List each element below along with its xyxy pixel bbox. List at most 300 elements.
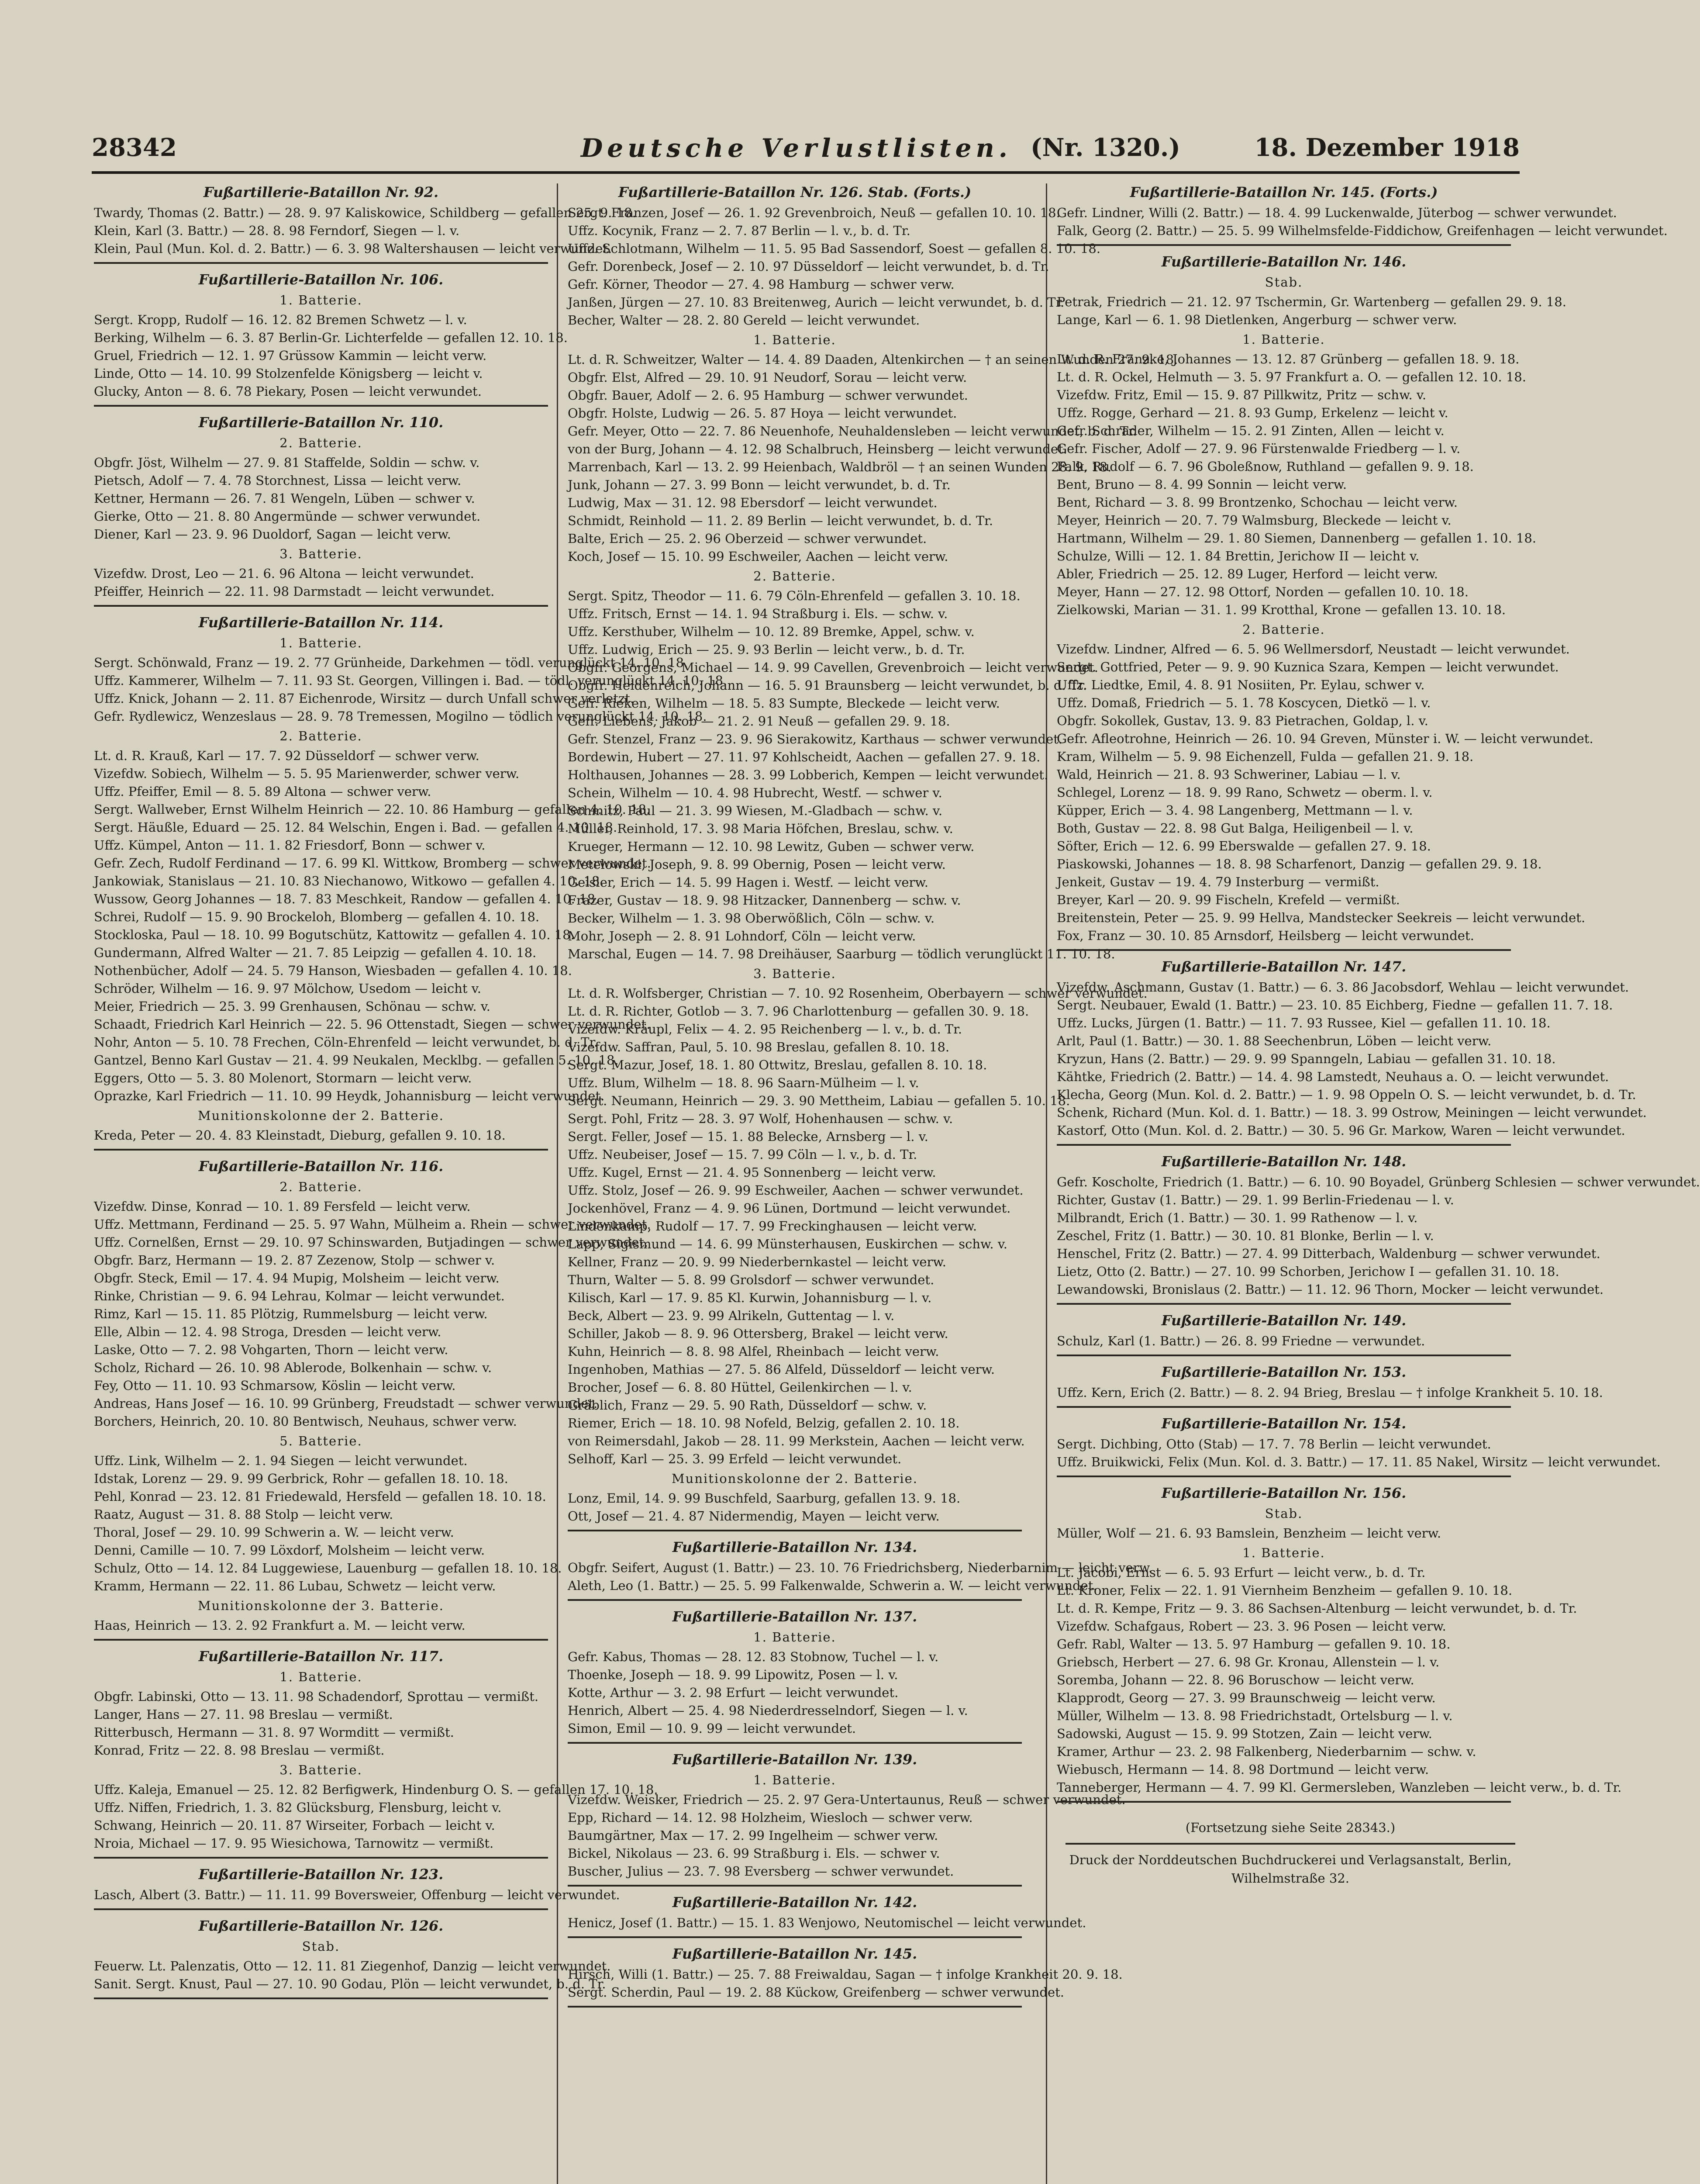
casualty-entry: Schmidt, Reinhold — 11. 2. 89 Berlin — leicht verwundet, b. d. Tr. <box>568 513 993 528</box>
casualty-entry: Uffz. Lucks, Jürgen (1. Battr.) — 11. 7. 93 Russee, Kiel — gefallen 11. 10. 18. <box>1057 1016 1551 1030</box>
casualty-entry: Wussow, Georg Johannes — 18. 7. 83 Meschkeit, Randow — gefallen 4. 10. 18. <box>94 892 600 906</box>
casualty-entry: Obgfr. Heidenreich, Johann — 16. 5. 91 Braunsberg — leicht verwundet, b. d. Tr. <box>568 678 1087 693</box>
casualty-entry: Uffz. Kammerer, Wilhelm — 7. 11. 93 St. Georgen, Villingen i. Bad. — tödl. verunglückt 14. 10. 18. <box>94 673 728 688</box>
casualty-entry: Thurn, Walter — 5. 8. 99 Grolsdorf — schwer verwundet. <box>568 1272 934 1287</box>
casualty-entry: Lasch, Albert (3. Battr.) — 11. 11. 99 Boversweier, Offenburg — leicht verwundet. <box>94 1887 620 1902</box>
casualty-entry: Kryzun, Hans (2. Battr.) — 29. 9. 99 Spanngeln, Labiau — gefallen 31. 10. 18. <box>1057 1051 1556 1066</box>
casualty-entry: Lewandowski, Bronislaus (2. Battr.) — 11. 12. 96 Thorn, Mocker — leicht verwundet. <box>1057 1282 1604 1297</box>
casualty-entry: Sergt. Häußle, Eduard — 25. 12. 84 Welschin, Engen i. Bad. — gefallen 4. 10. 18. <box>94 820 617 835</box>
casualty-entry: Uffz. Kümpel, Anton — 11. 1. 82 Friesdorf, Bonn — schwer v. <box>94 838 486 853</box>
unit-title: Fußartillerie-Bataillon Nr. 142. <box>672 1894 917 1911</box>
page-footer <box>1066 1818 1515 1887</box>
casualty-entry: Uffz. Neubeiser, Josef — 15. 7. 99 Cöln — l. v., b. d. Tr. <box>568 1147 917 1162</box>
section-rule <box>568 1530 1022 1531</box>
section-rule <box>1057 1801 1511 1803</box>
section-rule <box>1057 1303 1511 1305</box>
casualty-entry: Epp, Richard — 14. 12. 98 Holzheim, Wiesloch — schwer verw. <box>568 1810 973 1825</box>
casualty-entry: Kuhn, Heinrich — 8. 8. 98 Alfel, Rheinbach — leicht verw. <box>568 1344 939 1359</box>
casualty-entry: Henrich, Albert — 25. 4. 98 Niederdresselndorf, Siegen — l. v. <box>568 1703 968 1718</box>
casualty-entry: Schwang, Heinrich — 20. 11. 87 Wirseiter, Forbach — leicht v. <box>94 1818 495 1833</box>
casualty-entry: Nohr, Anton — 5. 10. 78 Frechen, Cöln-Ehrenfeld — leicht verwundet, b. d. Tr. <box>94 1035 598 1050</box>
casualty-entry: Uffz. Schlotmann, Wilhelm — 11. 5. 95 Bad Sassendorf, Soest — gefallen 8. 10. 18. <box>568 241 1101 256</box>
casualty-entry: von Reimersdahl, Jakob — 28. 11. 99 Merkstein, Aachen — leicht verw. <box>568 1434 1025 1448</box>
casualty-entry: Mohr, Joseph — 2. 8. 91 Lohndorf, Cöln — leicht verw. <box>568 929 916 943</box>
casualty-entry: Fey, Otto — 11. 10. 93 Schmarsow, Köslin — leicht verw. <box>94 1378 456 1393</box>
casualty-entry: Klecha, Georg (Mun. Kol. d. 2. Battr.) — 1. 9. 98 Oppeln O. S. — leicht verwundet, b. d. Tr. <box>1057 1087 1636 1102</box>
casualty-entry: Uffz. Mettmann, Ferdinand — 25. 5. 97 Wahn, Mülheim a. Rhein — schwer verwundet. <box>94 1217 651 1232</box>
battery-heading: 2. Batterie. <box>279 729 362 743</box>
casualty-entry: Idstak, Lorenz — 29. 9. 99 Gerbrick, Rohr — gefallen 18. 10. 18. <box>94 1471 508 1486</box>
casualty-entry: Stockloska, Paul — 18. 10. 99 Bogutschütz, Kattowitz — gefallen 4. 10. 18. <box>94 927 575 942</box>
casualty-entry: Nroia, Michael — 17. 9. 95 Wiesichowa, Tarnowitz — vermißt. <box>94 1836 494 1851</box>
page-header <box>92 133 1520 168</box>
unit-title: Fußartillerie-Bataillon Nr. 126. <box>198 1918 444 1934</box>
casualty-entry: Rimz, Karl — 15. 11. 85 Plötzig, Rummelsburg — leicht verw. <box>94 1306 488 1321</box>
casualty-entry: Lapp, Sigismund — 14. 6. 99 Münsterhausen, Euskirchen — schw. v. <box>568 1237 1007 1251</box>
casualty-entry: Gierke, Otto — 21. 8. 80 Angermünde — schwer verwundet. <box>94 509 481 524</box>
casualty-entry: Gefr. Meyer, Otto — 22. 7. 86 Neuenhofe, Neuhaldensleben — leicht verwundet, b. d. Tr. <box>568 424 1137 439</box>
unit-title: Fußartillerie-Bataillon Nr. 123. <box>198 1866 444 1883</box>
casualty-entry: Kramer, Arthur — 23. 2. 98 Falkenberg, Niederbarnim — schw. v. <box>1057 1744 1476 1759</box>
casualty-entry: Schlegel, Lorenz — 18. 9. 99 Rano, Schwetz — oberm. l. v. <box>1057 785 1433 800</box>
casualty-entry: von der Burg, Johann — 4. 12. 98 Schalbruch, Heinsberg — leicht verwundet. <box>568 442 1067 456</box>
unit-title: Fußartillerie-Bataillon Nr. 134. <box>672 1539 917 1555</box>
casualty-entry: Obgfr. Bauer, Adolf — 2. 6. 95 Hamburg — schwer verwundet. <box>568 388 968 403</box>
casualty-entry: Uffz. Kern, Erich (2. Battr.) — 8. 2. 94 Brieg, Breslau — † infolge Krankheit 5. 10. 18. <box>1057 1385 1603 1400</box>
casualty-entry: Lt. Jacobi, Ernst — 6. 5. 93 Erfurt — leicht verw., b. d. Tr. <box>1057 1565 1426 1580</box>
casualty-entry: Sergt. Franzen, Josef — 26. 1. 92 Grevenbroich, Neuß — gefallen 10. 10. 18. <box>568 205 1060 220</box>
unit-title: Fußartillerie-Bataillon Nr. 137. <box>672 1608 917 1625</box>
casualty-entry: Langer, Hans — 27. 11. 98 Breslau — vermißt. <box>94 1707 393 1722</box>
casualty-entry: Sergt. Pohl, Fritz — 28. 3. 97 Wolf, Hohenhausen — schw. v. <box>568 1111 953 1126</box>
casualty-entry: Geisler, Erich — 14. 5. 99 Hagen i. Westf. — leicht verw. <box>568 875 928 890</box>
casualty-entry: Uffz. Ludwig, Erich — 25. 9. 93 Berlin — leicht verw., b. d. Tr. <box>568 642 965 657</box>
casualty-entry: Sergt. Feller, Josef — 15. 1. 88 Belecke, Arnsberg — l. v. <box>568 1129 928 1144</box>
casualty-entry: Gefr. Koscholte, Friedrich (1. Battr.) — 6. 10. 90 Boyadel, Grünberg Schlesien — schwer verwundet. <box>1057 1175 1700 1189</box>
casualty-entry: Glucky, Anton — 8. 6. 78 Piekary, Posen — leicht verwundet. <box>94 384 482 399</box>
unit-section <box>1057 1363 1603 1408</box>
casualty-entry: Diener, Karl — 23. 9. 96 Duoldorf, Sagan — leicht verw. <box>94 527 451 542</box>
casualty-entry: Falk, Rudolf — 6. 7. 96 Gboleßnow, Ruthland — gefallen 9. 9. 18. <box>1057 459 1474 474</box>
unit-title: Fußartillerie-Bataillon Nr. 154. <box>1161 1415 1407 1432</box>
casualty-entry: Abler, Friedrich — 25. 12. 89 Luger, Herford — leicht verw. <box>1057 567 1438 581</box>
unit-title: Fußartillerie-Bataillon Nr. 110. <box>198 414 444 431</box>
unit-section <box>1057 253 1593 951</box>
unit-title: Fußartillerie-Bataillon Nr. 145. (Forts.) <box>1130 184 1438 200</box>
column-divider <box>1046 183 1047 2184</box>
battery-heading: 2. Batterie. <box>1242 622 1325 637</box>
unit-section <box>568 1608 1022 1744</box>
casualty-entry: Aleth, Leo (1. Battr.) — 25. 5. 99 Falkenwalde, Schwerin a. W. — leicht verwundet. <box>568 1578 1097 1593</box>
casualty-entry: Denni, Camille — 10. 7. 99 Löxdorf, Molsheim — leicht verw. <box>94 1543 485 1558</box>
casualty-entry: Jenkeit, Gustav — 19. 4. 79 Insterburg — vermißt. <box>1057 874 1379 889</box>
section-rule <box>94 405 548 407</box>
unit-section <box>1057 1484 1622 1803</box>
casualty-entry: Obgfr. Labinski, Otto — 13. 11. 98 Schadendorf, Sprottau — vermißt. <box>94 1689 539 1704</box>
casualty-entry: Kramm, Hermann — 22. 11. 86 Lubau, Schwetz — leicht verw. <box>94 1579 496 1593</box>
casualty-entry: Schaadt, Friedrich Karl Heinrich — 22. 5. 96 Ottenstadt, Siegen — schwer verwundet. <box>94 1017 651 1032</box>
casualty-entry: Obgfr. Sokollek, Gustav, 13. 9. 83 Pietrachen, Goldap, l. v. <box>1057 713 1428 728</box>
section-rule <box>94 1997 548 1999</box>
casualty-entry: Thoral, Josef — 29. 10. 99 Schwerin a. W. — leicht verw. <box>94 1525 454 1540</box>
unit-title: Fußartillerie-Bataillon Nr. 149. <box>1161 1312 1407 1329</box>
casualty-entry: Kähtke, Friedrich (2. Battr.) — 14. 4. 98 Lamstedt, Neuhaus a. O. — leicht verwundet. <box>1057 1069 1609 1084</box>
casualty-entry: Gefr. Kabus, Thomas — 28. 12. 83 Stobnow, Tuchel — l. v. <box>568 1649 939 1664</box>
casualty-entry: Meier, Friedrich — 25. 3. 99 Grenhausen, Schönau — schw. v. <box>94 999 491 1014</box>
casualty-entry: Schiller, Jakob — 8. 9. 96 Ottersberg, Brakel — leicht verw. <box>568 1326 948 1341</box>
casualty-entry: Becher, Walter — 28. 2. 80 Gereld — leicht verwundet. <box>568 313 920 328</box>
casualty-entry: Müller, Wilhelm — 13. 8. 98 Friedrichstadt, Ortelsburg — l. v. <box>1057 1708 1453 1723</box>
casualty-entry: Junk, Johann — 27. 3. 99 Bonn — leicht verwundet, b. d. Tr. <box>568 477 951 492</box>
column-divider <box>557 183 558 2184</box>
unit-section <box>568 183 1178 1531</box>
casualty-entry: Lt. d. R. Krauß, Karl — 17. 7. 92 Düsseldorf — schwer verw. <box>94 748 479 763</box>
section-rule <box>1057 1144 1511 1146</box>
column-2 <box>568 183 1178 2015</box>
casualty-entry: Vizefdw. Aschmann, Gustav (1. Battr.) — 6. 3. 86 Jacobsdorf, Wehlau — leicht verwundet. <box>1057 980 1629 995</box>
casualty-entry: Borchers, Heinrich, 20. 10. 80 Bentwisch, Neuhaus, schwer verw. <box>94 1414 517 1429</box>
casualty-entry: Kreda, Peter — 20. 4. 83 Kleinstadt, Dieburg, gefallen 9. 10. 18. <box>94 1128 506 1143</box>
section-rule <box>94 1908 548 1910</box>
casualty-entry: Arlt, Paul (1. Battr.) — 30. 1. 88 Seechenbrun, Löben — leicht verw. <box>1057 1033 1492 1048</box>
casualty-entry: Becker, Wilhelm — 1. 3. 98 Oberwößlich, Cöln — schw. v. <box>568 911 935 926</box>
casualty-entry: Henicz, Josef (1. Battr.) — 15. 1. 83 Wenjowo, Neutomischel — leicht verwundet. <box>568 1915 1086 1930</box>
casualty-entry: Gefr. Zech, Rudolf Ferdinand — 17. 6. 99 Kl. Wittkow, Bromberg — schwer verwundet. <box>94 856 651 871</box>
footer-rule <box>1066 1843 1515 1845</box>
casualty-entry: Lt. Kroner, Felix — 22. 1. 91 Viernheim Benzheim — gefallen 9. 10. 18. <box>1057 1583 1513 1598</box>
section-rule <box>568 1742 1022 1744</box>
unit-section <box>94 183 636 264</box>
casualty-entry: Müller, Wolf — 21. 6. 93 Bamslein, Benzheim — leicht verw. <box>1057 1526 1441 1541</box>
casualty-entry: Vizefdw. Dinse, Konrad — 10. 1. 89 Fersfeld — leicht verw. <box>94 1199 471 1214</box>
casualty-entry: Zielkowski, Marian — 31. 1. 99 Krotthal, Krone — gefallen 13. 10. 18. <box>1057 602 1506 617</box>
casualty-entry: Tanneberger, Hermann — 4. 7. 99 Kl. Germersleben, Wanzleben — leicht verw., b. d. Tr. <box>1057 1780 1622 1795</box>
casualty-entry: Vizefdw. Kräupl, Felix — 4. 2. 95 Reichenberg — l. v., b. d. Tr. <box>568 1022 962 1037</box>
battery-heading: 1. Batterie. <box>753 332 836 347</box>
unit-section <box>94 271 568 407</box>
battery-heading: 3. Batterie. <box>279 546 362 561</box>
casualty-entry: Müller, Reinhold, 17. 3. 98 Maria Höfchen, Breslau, schw. v. <box>568 821 953 836</box>
unit-section <box>1057 183 1668 246</box>
battery-heading: 1. Batterie. <box>279 293 362 308</box>
battery-heading: 2. Batterie. <box>279 435 362 450</box>
casualty-entry: Petrak, Friedrich — 21. 12. 97 Tschermin, Gr. Wartenberg — gefallen 29. 9. 18. <box>1057 294 1566 309</box>
publication-title: Deutsche Verlustlisten. <box>581 133 1012 163</box>
casualty-entry: Wiebusch, Hermann — 14. 8. 98 Dortmund — leicht verw. <box>1057 1762 1429 1777</box>
casualty-entry: Bordewin, Hubert — 27. 11. 97 Kohlscheidt, Aachen — gefallen 27. 9. 18. <box>568 750 1041 764</box>
casualty-entry: Falk, Georg (2. Battr.) — 25. 5. 99 Wilhelmsfelde-Fiddichow, Greifenhagen — leicht verwundet. <box>1057 223 1668 238</box>
casualty-entry: Obgfr. Barz, Hermann — 19. 2. 87 Zezenow, Stolp — schwer v. <box>94 1253 495 1268</box>
casualty-entry: Gefr. Fischer, Adolf — 27. 9. 96 Fürstenwalde Friedberg — l. v. <box>1057 441 1461 456</box>
casualty-entry: Koch, Josef — 15. 10. 99 Eschweiler, Aachen — leicht verw. <box>568 549 948 564</box>
casualty-entry: Richter, Gustav (1. Battr.) — 29. 1. 99 Berlin-Friedenau — l. v. <box>1057 1192 1454 1207</box>
casualty-entry: Klapprodt, Georg — 27. 3. 99 Braunschweig — leicht verw. <box>1057 1690 1436 1705</box>
casualty-entry: Baumgärtner, Max — 17. 2. 99 Ingelheim — schwer verw. <box>568 1828 938 1843</box>
casualty-entry: Sergt. Neubauer, Ewald (1. Battr.) — 23. 10. 85 Eichberg, Fiedne — gefallen 11. 7. 18. <box>1057 998 1613 1013</box>
casualty-entry: Uffz. Bruikwicki, Felix (Mun. Kol. d. 3. Battr.) — 17. 11. 85 Nakel, Wirsitz — leicht verwundet. <box>1057 1455 1661 1469</box>
casualty-entry: Kram, Wilhelm — 5. 9. 98 Eichenzell, Fulda — gefallen 21. 9. 18. <box>1057 749 1474 764</box>
unit-section <box>94 1917 611 1999</box>
unit-section <box>94 1158 651 1641</box>
casualty-entry: Soremba, Johann — 22. 8. 96 Boruschow — leicht verw. <box>1057 1673 1414 1687</box>
unit-title: Fußartillerie-Bataillon Nr. 148. <box>1161 1153 1407 1170</box>
unit-title: Fußartillerie-Bataillon Nr. 117. <box>198 1648 444 1665</box>
casualty-entry: Gefr. Dorenbeck, Josef — 2. 10. 97 Düsseldorf — leicht verwundet, b. d. Tr. <box>568 259 1049 274</box>
battery-heading: 5. Batterie. <box>279 1434 362 1448</box>
casualty-entry: Gefr. Lindner, Willi (2. Battr.) — 18. 4. 99 Luckenwalde, Jüterbog — schwer verwundet. <box>1057 205 1617 220</box>
casualty-entry: Wald, Heinrich — 21. 8. 93 Schweriner, Labiau — l. v. <box>1057 767 1401 782</box>
unit-title: Fußartillerie-Bataillon Nr. 146. <box>1161 253 1407 270</box>
section-rule <box>94 605 548 607</box>
battery-heading: 3. Batterie. <box>753 966 836 981</box>
casualty-entry: Gefr. Liebens, Jakob — 21. 2. 91 Neuß — gefallen 29. 9. 18. <box>568 714 950 729</box>
casualty-entry: Bent, Richard — 3. 8. 99 Brontzenko, Schochau — leicht verw. <box>1057 495 1458 510</box>
casualty-entry: Gefr. Rieken, Wilhelm — 18. 5. 83 Sumpte, Bleckede — leicht verw. <box>568 696 1000 711</box>
casualty-entry: Sergt. Gottfried, Peter — 9. 9. 90 Kuznica Szara, Kempen — leicht verwundet. <box>1057 660 1559 674</box>
casualty-entry: Haas, Heinrich — 13. 2. 92 Frankfurt a. M. — leicht verw. <box>94 1618 466 1633</box>
unit-title: Fußartillerie-Bataillon Nr. 126. Stab. (Forts.) <box>618 184 972 200</box>
casualty-entry: Lietz, Otto (2. Battr.) — 27. 10. 99 Schorben, Jerichow I — gefallen 31. 10. 18. <box>1057 1264 1559 1279</box>
casualty-entry: Rinke, Christian — 9. 6. 94 Lehrau, Kolmar — leicht verwundet. <box>94 1289 505 1303</box>
unit-section <box>1057 1415 1661 1477</box>
section-rule <box>1057 244 1511 246</box>
printer-imprint: Druck der Norddeutschen Buchdruckerei und Verlagsanstalt, Berlin, Wilhelmstraße 32. <box>1069 1852 1512 1886</box>
casualty-entry: Sadowski, August — 15. 9. 99 Stotzen, Zain — leicht verw. <box>1057 1726 1432 1741</box>
casualty-entry: Kastorf, Otto (Mun. Kol. d. 2. Battr.) — 30. 5. 96 Gr. Markow, Waren — leicht verwundet. <box>1057 1123 1625 1138</box>
casualty-entry: Milbrandt, Erich (1. Battr.) — 30. 1. 99 Rathenow — l. v. <box>1057 1210 1418 1225</box>
casualty-entry: Vizefdw. Saffran, Paul, 5. 10. 98 Breslau, gefallen 8. 10. 18. <box>568 1040 950 1054</box>
casualty-entry: Jankowiak, Stanislaus — 21. 10. 83 Niechanowo, Witkowo — gefallen 4. 10. 18. <box>94 874 604 888</box>
casualty-entry: Griebsch, Herbert — 27. 6. 98 Gr. Kronau, Allenstein — l. v. <box>1057 1655 1440 1669</box>
casualty-entry: Gefr. Stenzel, Franz — 23. 9. 96 Sierakowitz, Karthaus — schwer verwundet. <box>568 732 1063 746</box>
casualty-entry: Uffz. Niffen, Friedrich, 1. 3. 82 Glücksburg, Flensburg, leicht v. <box>94 1800 502 1815</box>
casualty-entry: Ingenhoben, Mathias — 27. 5. 86 Alfeld, Düsseldorf — leicht verw. <box>568 1362 995 1377</box>
casualty-entry: Both, Gustav — 22. 8. 98 Gut Balga, Heiligenbeil — l. v. <box>1057 821 1414 836</box>
issue-number: (Nr. 1320.) <box>1031 133 1180 162</box>
unit-section <box>568 1538 1153 1601</box>
casualty-entry: Obgfr. Elst, Alfred — 29. 10. 91 Neudorf, Sorau — leicht verw. <box>568 370 967 385</box>
casualty-entry: Pfeiffer, Heinrich — 22. 11. 98 Darmstadt — leicht verwundet. <box>94 584 495 599</box>
casualty-entry: Sergt. Dichbing, Otto (Stab) — 17. 7. 78 Berlin — leicht verwundet. <box>1057 1437 1491 1451</box>
unit-section <box>568 1894 1086 1938</box>
casualty-entry: Klein, Karl (3. Battr.) — 28. 8. 98 Ferndorf, Siegen — l. v. <box>94 223 460 238</box>
unit-title: Fußartillerie-Bataillon Nr. 114. <box>198 614 444 631</box>
casualty-entry: Bent, Bruno — 8. 4. 99 Sonnin — leicht verw. <box>1057 477 1347 492</box>
casualty-entry: Uffz. Kaleja, Emanuel — 25. 12. 82 Berfigwerk, Hindenburg O. S. — gefallen 17. 10. 18. <box>94 1782 658 1797</box>
casualty-entry: Gefr. Rabl, Walter — 13. 5. 97 Hamburg — gefallen 9. 10. 18. <box>1057 1637 1451 1652</box>
casualty-entry: Lange, Karl — 6. 1. 98 Dietlenken, Angerburg — schwer verw. <box>1057 312 1457 327</box>
casualty-entry: Breyer, Karl — 20. 9. 99 Fischeln, Krefeld — vermißt. <box>1057 892 1400 907</box>
casualty-entry: Uffz. Stolz, Josef — 26. 9. 99 Eschweiler, Aachen — schwer verwundet. <box>568 1183 1024 1198</box>
casualty-entry: Obgfr. Seifert, August (1. Battr.) — 23. 10. 76 Friedrichsberg, Niederbarnim — leicht verw. <box>568 1560 1153 1575</box>
unit-title: Fußartillerie-Bataillon Nr. 116. <box>198 1158 444 1175</box>
casualty-entry: Kettner, Hermann — 26. 7. 81 Wengeln, Lüben — schwer v. <box>94 491 475 506</box>
casualty-entry: Lindenkamp, Rudolf — 17. 7. 99 Freckinghausen — leicht verw. <box>568 1219 977 1234</box>
casualty-entry: Gruel, Friedrich — 12. 1. 97 Grüssow Kammin — leicht verw. <box>94 348 487 363</box>
casualty-entry: Lt. d. R. Richter, Gotlob — 3. 7. 96 Charlottenburg — gefallen 30. 9. 18. <box>568 1004 1029 1019</box>
section-rule <box>94 1149 548 1151</box>
casualty-entry: Thoenke, Joseph — 18. 9. 99 Lipowitz, Posen — l. v. <box>568 1667 898 1682</box>
section-rule <box>1057 1406 1511 1408</box>
unit-section <box>568 1945 1123 2008</box>
casualty-entry: Selhoff, Karl — 25. 3. 99 Erfeld — leicht verwundet. <box>568 1451 902 1466</box>
casualty-entry: Gefr. Afleotrohne, Heinrich — 26. 10. 94 Greven, Münster i. W. — leicht verwundet. <box>1057 731 1593 746</box>
battery-heading: 1. Batterie. <box>753 1630 836 1645</box>
casualty-entry: Feuerw. Lt. Palenzatis, Otto — 12. 11. 81 Ziegenhof, Danzig — leicht verwundet. <box>94 1959 611 1973</box>
casualty-entry: Lt. d. R. Franzke, Johannes — 13. 12. 87 Grünberg — gefallen 18. 9. 18. <box>1057 352 1520 366</box>
casualty-entry: Marschal, Eugen — 14. 7. 98 Dreihäuser, Saarburg — tödlich verunglückt 11. 10. 18. <box>568 947 1115 961</box>
casualty-entry: Vizefdw. Weisker, Friedrich — 25. 2. 97 Gera-Untertaunus, Reuß — schwer verwundet. <box>568 1792 1126 1807</box>
casualty-entry: Balte, Erich — 25. 2. 96 Oberzeid — schwer verwundet. <box>568 531 927 546</box>
casualty-entry: Bickel, Nikolaus — 23. 6. 99 Straßburg i. Els. — schwer v. <box>568 1846 940 1861</box>
casualty-entry: Vizefdw. Schafgaus, Robert — 23. 3. 96 Posen — leicht verw. <box>1057 1619 1446 1634</box>
casualty-entry: Sergt. Schönwald, Franz — 19. 2. 77 Grünheide, Darkehmen — tödl. verunglückt 14. 10. 18. <box>94 655 688 670</box>
page-number: 28342 <box>92 133 177 162</box>
casualty-entry: Buscher, Julius — 23. 7. 98 Eversberg — schwer verwundet. <box>568 1864 954 1879</box>
casualty-entry: Obgfr. Georgens, Michael — 14. 9. 99 Cavellen, Grevenbroich — leicht verwundet. <box>568 660 1098 675</box>
casualty-entry: Söfter, Erich — 12. 6. 99 Eberswalde — gefallen 27. 9. 18. <box>1057 839 1431 854</box>
section-rule <box>1057 1355 1511 1356</box>
casualty-entry: Schulz, Karl (1. Battr.) — 26. 8. 99 Friedne — verwundet. <box>1057 1334 1425 1348</box>
casualty-entry: Uffz. Cornelßen, Ernst — 29. 10. 97 Schinswarden, Butjadingen — schwer verwundet. <box>94 1235 648 1250</box>
casualty-entry: Metelowski, Joseph, 9. 8. 99 Obernig, Posen — leicht verw. <box>568 857 946 872</box>
casualty-entry: Gräblich, Franz — 29. 5. 90 Rath, Düsseldorf — schw. v. <box>568 1398 927 1413</box>
unit-title: Fußartillerie-Bataillon Nr. 106. <box>198 271 444 288</box>
casualty-entry: Küpper, Erich — 3. 4. 98 Langenberg, Mettmann — l. v. <box>1057 803 1413 818</box>
casualty-entry: Pietsch, Adolf — 7. 4. 78 Storchnest, Lissa — leicht verw. <box>94 473 462 488</box>
casualty-entry: Schein, Wilhelm — 10. 4. 98 Hubrecht, Westf. — schwer v. <box>568 785 942 800</box>
casualty-entry: Uffz. Link, Wilhelm — 2. 1. 94 Siegen — leicht verwundet. <box>94 1453 468 1468</box>
section-rule <box>94 1639 548 1641</box>
casualty-entry: Ritterbusch, Hermann — 31. 8. 97 Wormditt — vermißt. <box>94 1725 454 1740</box>
casualty-entry: Gefr. Schrader, Wilhelm — 15. 2. 91 Zinten, Allen — leicht v. <box>1057 423 1445 438</box>
section-rule <box>94 1857 548 1859</box>
casualty-entry: Lt. d. R. Ockel, Helmuth — 3. 5. 97 Frankfurt a. O. — gefallen 12. 10. 18. <box>1057 370 1526 384</box>
battery-heading: 1. Batterie. <box>1242 332 1325 347</box>
casualty-entry: Sergt. Spitz, Theodor — 11. 6. 79 Cöln-Ehrenfeld — gefallen 3. 10. 18. <box>568 588 1021 603</box>
casualty-entry: Sergt. Wallweber, Ernst Wilhelm Heinrich — 22. 10. 86 Hamburg — gefallen 4. 10. 18. <box>94 802 651 817</box>
casualty-entry: Holthausen, Johannes — 28. 3. 99 Lobberich, Kempen — leicht verwundet. <box>568 767 1048 782</box>
battery-heading: Stab. <box>1265 275 1303 290</box>
battery-heading: 3. Batterie. <box>279 1762 362 1777</box>
casualty-entry: Schulz, Otto — 14. 12. 84 Luggewiese, Lauenburg — gefallen 18. 10. 18. <box>94 1561 562 1576</box>
casualty-entry: Uffz. Fritsch, Ernst — 14. 1. 94 Straßburg i. Els. — schw. v. <box>568 606 948 621</box>
casualty-entry: Meyer, Hann — 27. 12. 98 Ottorf, Norden — gefallen 10. 10. 18. <box>1057 584 1469 599</box>
section-rule <box>568 2006 1022 2008</box>
casualty-entry: Schenk, Richard (Mun. Kol. d. 1. Battr.) — 18. 3. 99 Ostrow, Meiningen — leicht verwundet. <box>1057 1105 1647 1120</box>
battery-heading: 1. Batterie. <box>753 1773 836 1787</box>
unit-section <box>1057 1312 1511 1356</box>
casualty-entry: Gundermann, Alfred Walter — 21. 7. 85 Leipzig — gefallen 4. 10. 18. <box>94 945 537 960</box>
casualty-entry: Hirsch, Willi (1. Battr.) — 25. 7. 88 Freiwaldau, Sagan — † infolge Krankheit 20. 9. 18. <box>568 1967 1123 1982</box>
casualty-entry: Piaskowski, Johannes — 18. 8. 98 Scharfenort, Danzig — gefallen 29. 9. 18. <box>1057 857 1542 871</box>
casualty-entry: Obgfr. Holste, Ludwig — 26. 5. 87 Hoya — leicht verwundet. <box>568 406 957 421</box>
casualty-entry: Lonz, Emil, 14. 9. 99 Buschfeld, Saarburg, gefallen 13. 9. 18. <box>568 1491 961 1506</box>
section-rule <box>1057 1476 1511 1477</box>
casualty-entry: Konrad, Fritz — 22. 8. 98 Breslau — vermißt. <box>94 1743 385 1758</box>
column-3 <box>1057 183 1700 1810</box>
casualty-entry: Schulze, Willi — 12. 1. 84 Brettin, Jerichow II — leicht v. <box>1057 549 1420 563</box>
casualty-entry: Kilisch, Karl — 17. 9. 85 Kl. Kurwin, Johannisburg — l. v. <box>568 1290 932 1305</box>
casualty-entry: Berking, Wilhelm — 6. 3. 87 Berlin-Gr. Lichterfelde — gefallen 12. 10. 18. <box>94 330 568 345</box>
casualty-entry: Gefr. Körner, Theodor — 27. 4. 98 Hamburg — schwer verw. <box>568 277 955 292</box>
casualty-entry: Twardy, Thomas (2. Battr.) — 28. 9. 97 Kaliskowice, Schildberg — gefallen 25. 9. 18. <box>94 205 636 220</box>
casualty-entry: Elle, Albin — 12. 4. 98 Stroga, Dresden — leicht verw. <box>94 1324 441 1339</box>
battery-heading: 2. Batterie. <box>753 569 836 584</box>
casualty-entry: Schmitz, Paul — 21. 3. 99 Wiesen, M.-Gladbach — schw. v. <box>568 803 943 818</box>
casualty-entry: Sanit. Sergt. Knust, Paul — 27. 10. 90 Godau, Plön — leicht verwundet, b. d. Tr. <box>94 1977 606 1991</box>
casualty-entry: Raatz, August — 31. 8. 88 Stolp — leicht verw. <box>94 1507 393 1522</box>
continuation-note: (Fortsetzung siehe Seite 28343.) <box>1185 1820 1396 1835</box>
section-rule <box>568 1885 1022 1887</box>
casualty-entry: Kotte, Arthur — 3. 2. 98 Erfurt — leicht verwundet. <box>568 1685 899 1700</box>
casualty-entry: Uffz. Domaß, Friedrich — 5. 1. 78 Koscycen, Dietkö — l. v. <box>1057 695 1431 710</box>
section-rule <box>568 1936 1022 1938</box>
casualty-entry: Laske, Otto — 7. 2. 98 Vohgarten, Thorn — leicht verw. <box>94 1342 448 1357</box>
battery-heading: 2. Batterie. <box>279 1179 362 1194</box>
casualty-entry: Sergt. Kropp, Rudolf — 16. 12. 82 Bremen Schwetz — l. v. <box>94 312 467 327</box>
unit-title: Fußartillerie-Bataillon Nr. 92. <box>203 184 439 200</box>
casualty-entry: Andreas, Hans Josef — 16. 10. 99 Grünberg, Freudstadt — schwer verwundet. <box>94 1396 598 1411</box>
unit-title: Fußartillerie-Bataillon Nr. 147. <box>1161 958 1407 975</box>
casualty-entry: Beck, Albert — 23. 9. 99 Alrikeln, Guttentag — l. v. <box>568 1308 895 1323</box>
unit-title: Fußartillerie-Bataillon Nr. 156. <box>1161 1485 1407 1501</box>
battery-heading: Stab. <box>1265 1506 1303 1521</box>
battery-heading: 1. Batterie. <box>279 1669 362 1684</box>
casualty-entry: Uffz. Rogge, Gerhard — 21. 8. 93 Gump, Erkelenz — leicht v. <box>1057 405 1448 420</box>
section-rule <box>568 1599 1022 1601</box>
casualty-entry: Vizefdw. Lindner, Alfred — 6. 5. 96 Wellmersdorf, Neustadt — leicht verwundet. <box>1057 642 1570 657</box>
casualty-entry: Vizefdw. Sobiech, Wilhelm — 5. 5. 95 Marienwerder, schwer verw. <box>94 766 520 781</box>
unit-section <box>568 1751 1126 1887</box>
casualty-entry: Riemer, Erich — 18. 10. 98 Nofeld, Belzig, gefallen 2. 10. 18. <box>568 1416 960 1431</box>
casualty-entry: Marrenbach, Karl — 13. 2. 99 Heienbach, Waldbröl — † an seinen Wunden 28. 9. 18. <box>568 460 1112 474</box>
casualty-entry: Sergt. Scherdin, Paul — 19. 2. 88 Kückow, Greifenberg — schwer verwundet. <box>568 1985 1065 2000</box>
battery-heading: Stab. <box>302 1939 340 1954</box>
casualty-entry: Brocher, Josef — 6. 8. 80 Hüttel, Geilenkirchen — l. v. <box>568 1380 912 1395</box>
unit-section <box>1057 958 1647 1146</box>
casualty-entry: Obgfr. Jöst, Wilhelm — 27. 9. 81 Staffelde, Soldin — schw. v. <box>94 455 480 470</box>
casualty-entry: Uffz. Pfeiffer, Emil — 8. 5. 89 Altona — schwer verw. <box>94 784 431 799</box>
casualty-entry: Lt. d. R. Schweitzer, Walter — 14. 4. 89 Daaden, Altenkirchen — † an seinen Wunden 27. 9. 18. <box>568 352 1178 367</box>
header-rule <box>92 171 1520 174</box>
casualty-entry: Breitenstein, Peter — 25. 9. 99 Hellva, Mandstecker Seekreis — leicht verwundet. <box>1057 910 1586 925</box>
section-rule <box>1057 949 1511 951</box>
casualty-entry: Frazer, Gustav — 18. 9. 98 Hitzacker, Dannenberg — schw. v. <box>568 893 961 908</box>
casualty-entry: Fox, Franz — 30. 10. 85 Arnsdorf, Heilsberg — leicht verwundet. <box>1057 928 1474 943</box>
casualty-entry: Schrei, Rudolf — 15. 9. 90 Brockeloh, Blomberg — gefallen 4. 10. 18. <box>94 909 540 924</box>
casualty-entry: Gantzel, Benno Karl Gustav — 21. 4. 99 Neukalen, Mecklbg. — gefallen 5. 10. 18. <box>94 1053 619 1068</box>
casualty-entry: Schröder, Wilhelm — 16. 9. 97 Mölchow, Usedom — leicht v. <box>94 981 481 996</box>
casualty-entry: Eggers, Otto — 5. 3. 80 Molenort, Stormarn — leicht verw. <box>94 1071 472 1085</box>
casualty-entry: Zeschel, Fritz (1. Battr.) — 30. 10. 81 Blonke, Berlin — l. v. <box>1057 1228 1434 1243</box>
casualty-entry: Sergt. Neumann, Heinrich — 29. 3. 90 Mettheim, Labiau — gefallen 5. 10. 18. <box>568 1093 1070 1108</box>
casualty-entry: Henschel, Fritz (2. Battr.) — 27. 4. 99 Ditterbach, Waldenburg — schwer verwundet. <box>1057 1246 1600 1261</box>
casualty-entry: Oprazke, Karl Friedrich — 11. 10. 99 Heydk, Johannisburg — leicht verwundet. <box>94 1089 605 1103</box>
casualty-entry: Uffz. Kugel, Ernst — 21. 4. 95 Sonnenberg — leicht verw. <box>568 1165 936 1180</box>
battery-heading: Munitionskolonne der 2. Batterie. <box>671 1471 918 1486</box>
casualty-entry: Uffz. Kocynik, Franz — 2. 7. 87 Berlin — l. v., b. d. Tr. <box>568 223 910 238</box>
unit-title: Fußartillerie-Bataillon Nr. 153. <box>1161 1364 1407 1380</box>
casualty-entry: Uffz. Liedtke, Emil, 4. 8. 91 Nosiiten, Pr. Eylau, schwer v. <box>1057 677 1425 692</box>
unit-title: Fußartillerie-Bataillon Nr. 145. <box>672 1946 917 1962</box>
unit-title: Fußartillerie-Bataillon Nr. 139. <box>672 1751 917 1768</box>
casualty-entry: Meyer, Heinrich — 20. 7. 79 Walmsburg, Bleckede — leicht v. <box>1057 513 1452 528</box>
casualty-entry: Uffz. Blum, Wilhelm — 18. 8. 96 Saarn-Mülheim — l. v. <box>568 1075 919 1090</box>
casualty-entry: Uffz. Knick, Johann — 2. 11. 87 Eichenrode, Wirsitz — durch Unfall schwer verletzt. <box>94 691 634 706</box>
casualty-entry: Pehl, Konrad — 23. 12. 81 Friedewald, Hersfeld — gefallen 18. 10. 18. <box>94 1489 546 1504</box>
casualty-entry: Simon, Emil — 10. 9. 99 — leicht verwundet. <box>568 1721 856 1736</box>
